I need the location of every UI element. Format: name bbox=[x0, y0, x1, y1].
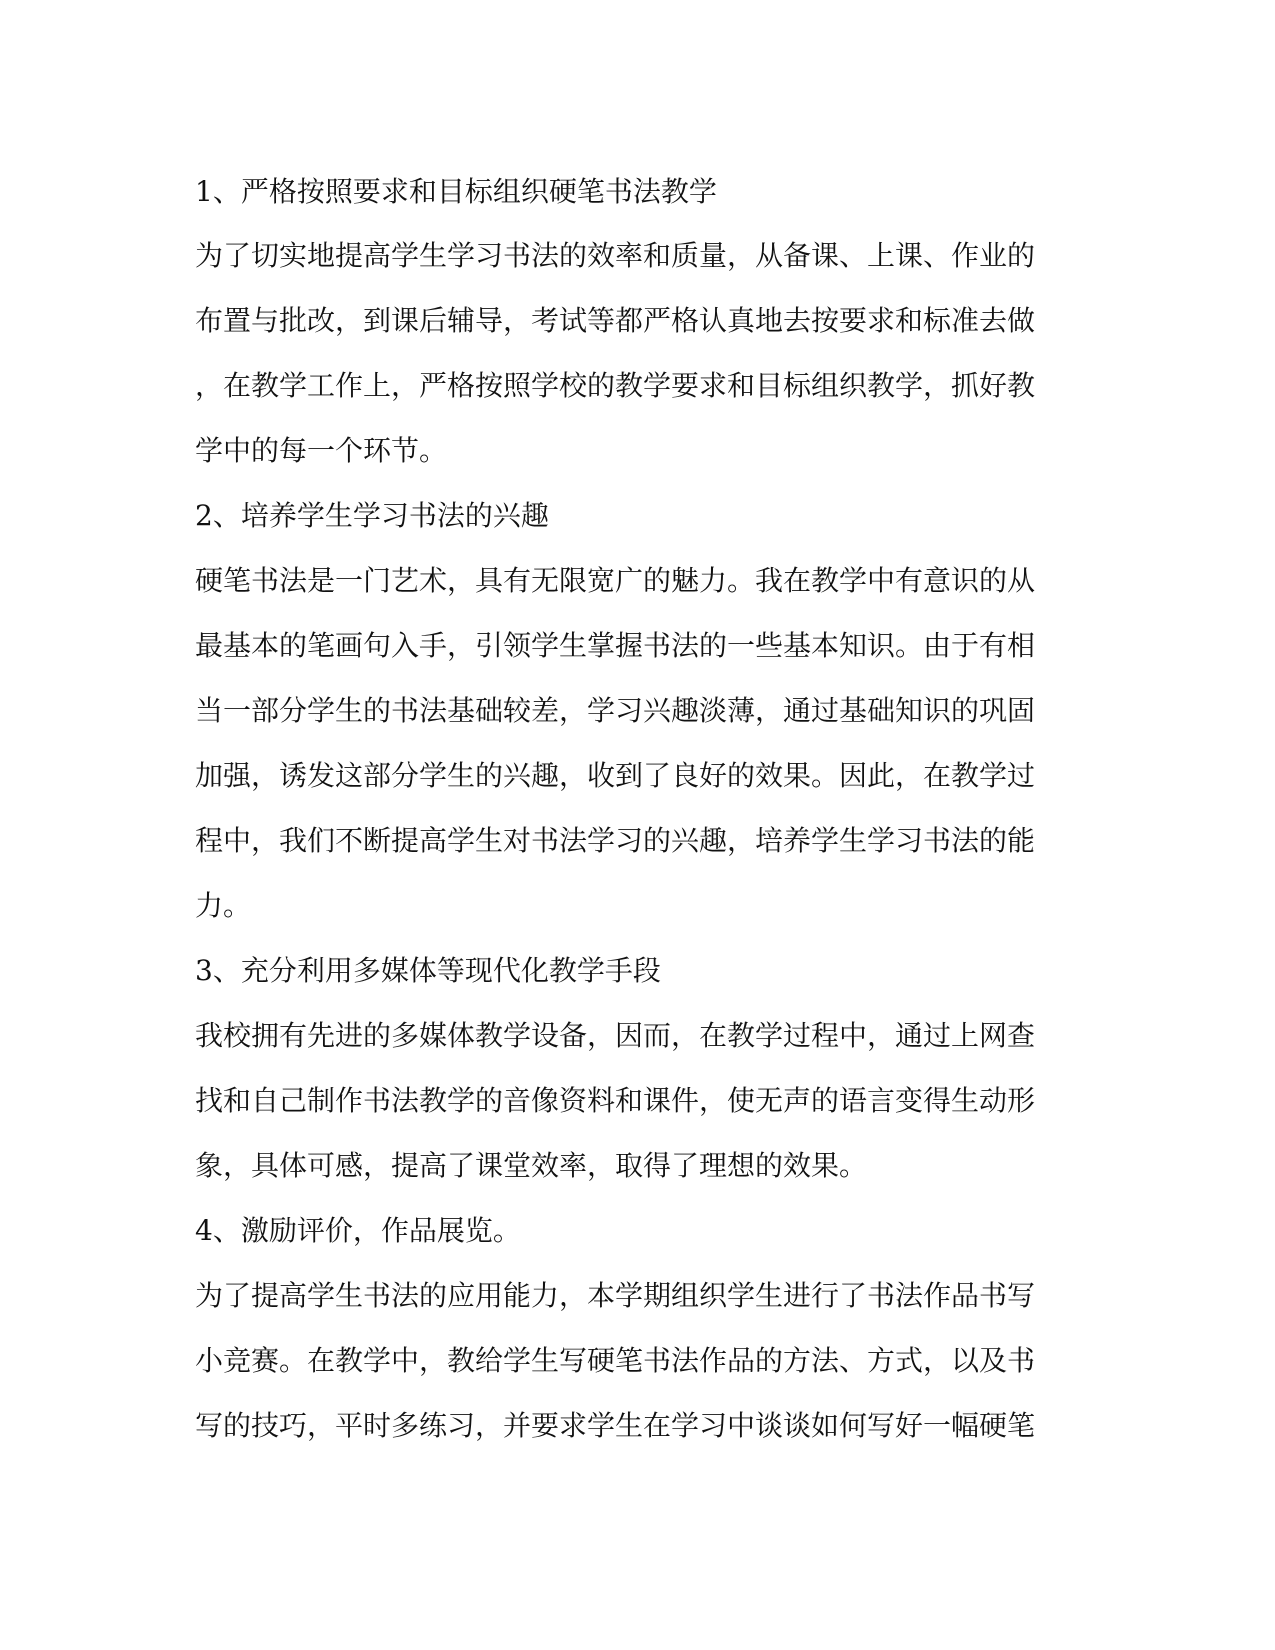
paragraph-line: 力。 bbox=[195, 889, 252, 922]
paragraph-line: 为了提高学生书法的应用能力，本学期组织学生进行了书法作品书写 bbox=[195, 1279, 1036, 1312]
section-heading-2: 2、培养学生学习书法的兴趣 bbox=[195, 499, 549, 532]
section-heading-4: 4、激励评价，作品展览。 bbox=[195, 1214, 521, 1247]
paragraph-line: 程中，我们不断提高学生对书法学习的兴趣，培养学生学习书法的能 bbox=[195, 824, 1036, 857]
section-heading-1: 1、严格按照要求和目标组织硬笔书法教学 bbox=[195, 175, 717, 208]
paragraph-line: 我校拥有先进的多媒体教学设备，因而，在教学过程中，通过上网查 bbox=[195, 1019, 1036, 1052]
paragraph-line: 为了切实地提高学生学习书法的效率和质量，从备课、上课、作业的 bbox=[195, 239, 1036, 272]
paragraph-line: 布置与批改，到课后辅导，考试等都严格认真地去按要求和标准去做 bbox=[195, 304, 1036, 337]
paragraph-line: 象，具体可感，提高了课堂效率，取得了理想的效果。 bbox=[195, 1149, 868, 1182]
paragraph-line: 最基本的笔画句入手，引领学生掌握书法的一些基本知识。由于有相 bbox=[195, 629, 1036, 662]
paragraph-line: 找和自己制作书法教学的音像资料和课件，使无声的语言变得生动形 bbox=[195, 1084, 1036, 1117]
paragraph-line: 当一部分学生的书法基础较差，学习兴趣淡薄，通过基础知识的巩固 bbox=[195, 694, 1036, 727]
paragraph-line: 硬笔书法是一门艺术，具有无限宽广的魅力。我在教学中有意识的从 bbox=[195, 564, 1036, 597]
paragraph-line: ，在教学工作上，严格按照学校的教学要求和目标组织教学，抓好教 bbox=[195, 369, 1036, 402]
paragraph-line: 小竞赛。在教学中，教给学生写硬笔书法作品的方法、方式，以及书 bbox=[195, 1344, 1036, 1377]
section-heading-3: 3、充分利用多媒体等现代化教学手段 bbox=[195, 954, 661, 987]
paragraph-line: 学中的每一个环节。 bbox=[195, 434, 448, 467]
paragraph-line: 写的技巧，平时多练习，并要求学生在学习中谈谈如何写好一幅硬笔 bbox=[195, 1409, 1036, 1442]
paragraph-line: 加强，诱发这部分学生的兴趣，收到了良好的效果。因此，在教学过 bbox=[195, 759, 1036, 792]
